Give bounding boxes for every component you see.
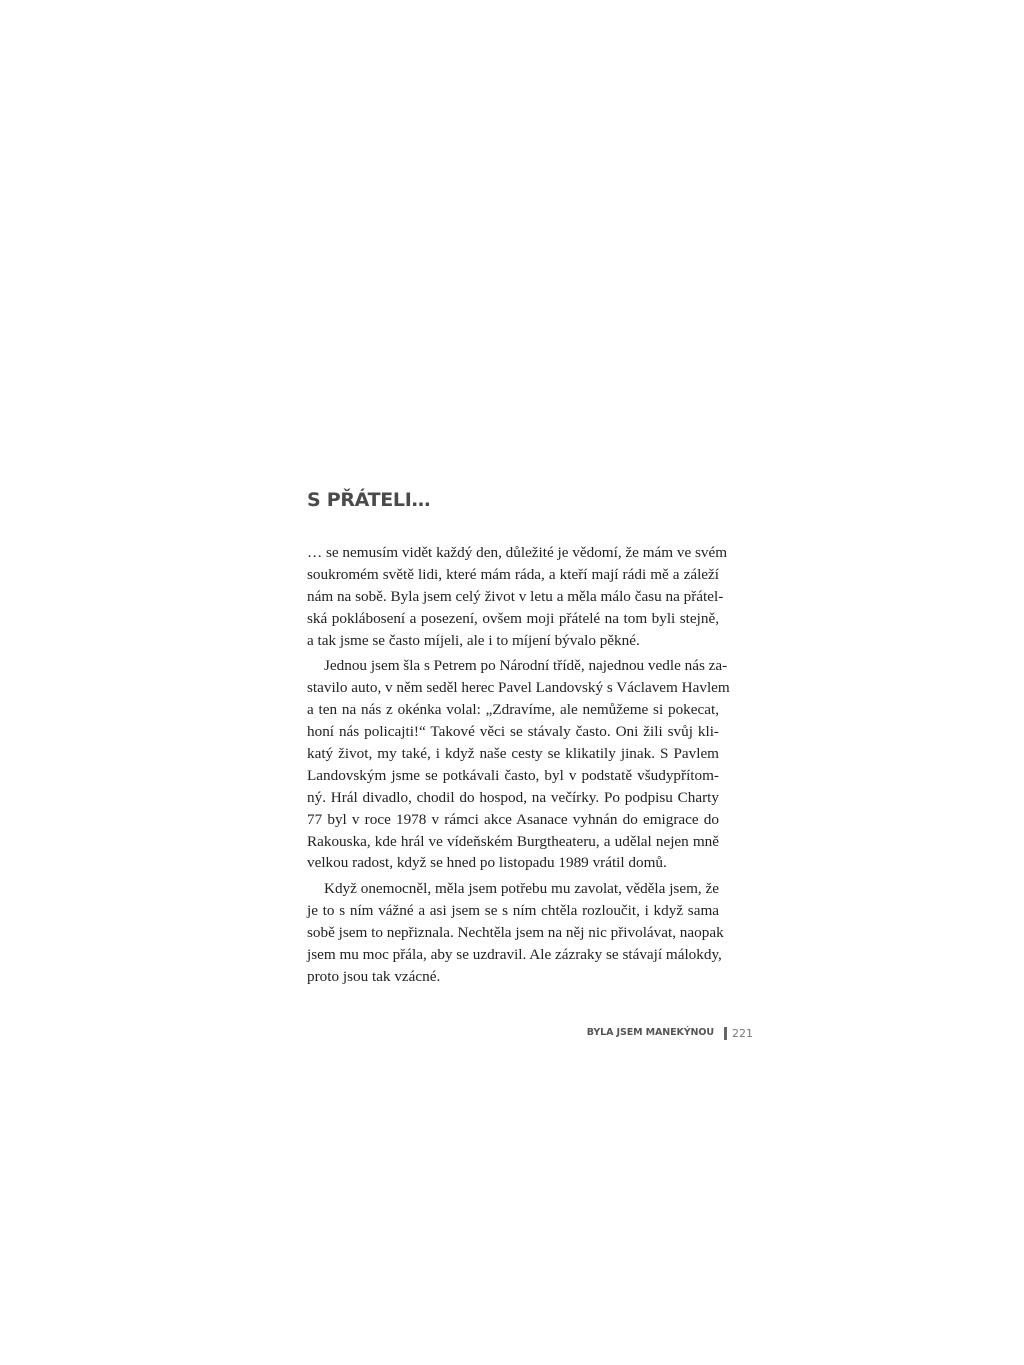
text-line: ská poklábosení a posezení, ovšem moji přátelé na tom byli stejně, bbox=[307, 609, 719, 627]
running-title: BYLA JSEM MANEKÝNOU bbox=[586, 1027, 714, 1038]
text-line: sobě jsem to nepřiznala. Nechtěla jsem na něj nic přivolávat, naopak bbox=[307, 924, 724, 942]
text-line: Landovským jsme se potkávali často, byl v podstatě všudypřítom- bbox=[307, 766, 719, 784]
text-line: Jednou jsem šla s Petrem po Národní třídě, najednou vedle nás za- bbox=[324, 657, 728, 675]
footer-divider bbox=[724, 1027, 727, 1040]
text-line: katý život, my také, i když naše cesty se klikatily jinak. S Pavlem bbox=[307, 745, 719, 763]
text-line: Rakouska, kde hrál ve vídeňském Burgtheateru, a udělal nejen mně bbox=[307, 832, 719, 850]
text-line: a tak jsme se často míjeli, ale i to míjení bývalo pěkné. bbox=[307, 631, 640, 649]
text-line: a ten na nás z okénka volal: „Zdravíme, ale nemůžeme si pokecat, bbox=[307, 701, 719, 719]
text-line: nám na sobě. Byla jsem celý život v letu a měla málo času na přátel- bbox=[307, 587, 724, 605]
page-footer bbox=[560, 1026, 753, 1042]
paragraph-1 bbox=[307, 542, 728, 651]
text-line: velkou radost, když se hned po listopadu 1989 vrátil domů. bbox=[307, 854, 667, 872]
paragraph-2 bbox=[307, 655, 730, 874]
body-text bbox=[307, 542, 730, 988]
text-line: Když onemocněl, měla jsem potřebu mu zavolat, věděla jsem, že bbox=[324, 880, 719, 898]
text-line: honí nás policajti!“ Takové věci se stávaly často. Oni žili svůj kli- bbox=[307, 723, 719, 741]
text-line: … se nemusím vidět každý den, důležité je vědomí, že mám ve svém bbox=[307, 544, 728, 561]
text-line: je to s ním vážné a asi jsem se s ním chtěla rozloučit, i když sama bbox=[307, 902, 719, 920]
text-line: ný. Hrál divadlo, chodil do hospod, na večírky. Po podpisu Charty bbox=[307, 788, 719, 806]
chapter-title: S PŘÁTELI… bbox=[307, 489, 431, 511]
page-number: 221 bbox=[732, 1027, 753, 1040]
text-line: soukromém světě lidi, které mám ráda, a kteří mají rádi mě a záleží bbox=[307, 565, 719, 583]
paragraph-3 bbox=[307, 878, 724, 987]
text-line: jsem mu moc přála, aby se uzdravil. Ale zázraky se stávají málokdy, bbox=[307, 946, 722, 964]
text-line: stavilo auto, v něm seděl herec Pavel Landovský s Václavem Havlem bbox=[307, 679, 730, 697]
text-line: 77 byl v roce 1978 v rámci akce Asanace vyhnán do emigrace do bbox=[307, 810, 719, 828]
text-line: proto jsou tak vzácné. bbox=[307, 967, 441, 985]
